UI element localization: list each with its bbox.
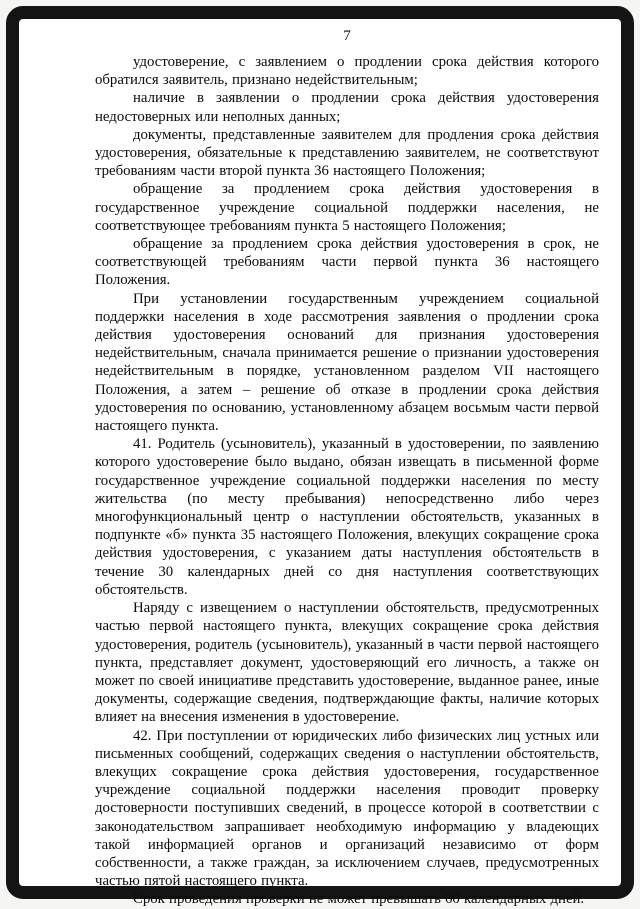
- paragraph: обращение за продлением срока действия удостоверения в государственное учреждение социальной поддержки населения, не соответствующее требованиям пункта 5 настоящего Положения;: [95, 181, 599, 234]
- paragraph: наличие в заявлении о продлении срока действия удостоверения недостоверных или неполных данных;: [95, 90, 599, 125]
- scanned-document: [6, 6, 634, 908]
- document-page: [19, 19, 621, 908]
- paragraph: удостоверение, с заявлением о продлении срока действия которого обратился заявитель, признано недействительным;: [95, 54, 599, 89]
- paragraph: Срок проведения проверки не может превышать 60 календарных дней.: [133, 891, 585, 908]
- paragraph: Наряду с извещением о наступлении обстоятельств, предусмотренных частью первой настоящего пункта, влекущих сокращение срока действия удостоверения, родитель (усыновитель), указанный в части первой настоящего пункта, представляет документ, удостоверяющий его личность, а также он может по своей инициативе представить удостоверение, выданное ранее, иные документы, содержащие сведения, подтверждающие факты, наличие которых влияет на внесения изменения в удостоверение.: [95, 600, 599, 726]
- paragraph: При установлении государственным учреждением социальной поддержки населения в ходе рассмотрения заявления о продлении срока действия удостоверения оснований для признания удостоверения недействительным, сначала принимается решение о признании удостоверения недействительным в порядке, установленном разделом VII настоящего Положения, а затем – решение об отказе в продлении срока действия удостоверения по основанию, установленному абзацем восьмым части первой настоящего пункта.: [95, 290, 599, 435]
- paragraph: обращение за продлением срока действия удостоверения в срок, не соответствующей требованиям части первой пункта 36 настоящего Положения.: [95, 236, 599, 289]
- paragraph: документы, представленные заявителем для продления срока действия удостоверения, обязательные к представлению заявителем, не соответствуют требованиям части второй пункта 36 настоящего Положения;: [95, 126, 599, 180]
- paragraph: 41. Родитель (усыновитель), указанный в удостоверении, по заявлению которого удостоверение было выдано, обязан извещать в письменной форме государственное учреждение социальной поддержки населения по месту жительства (по месту пребывания) непосредственно либо через многофункциональный центр о наступлении обстоятельств, указанных в подпункте «б» пункта 35 настоящего Положения, влекущих сокращение срока действия удостоверения, с указанием даты наступления обстоятельств в течение 30 календарных дней со дня наступления соответствующих обстоятельств.: [95, 436, 599, 598]
- paragraph: 42. При поступлении от юридических либо физических лиц устных или письменных сообщений, содержащих сведения о наступлении обстоятельств, влекущих сокращение срока действия удостоверения, государственное учреждение социальной поддержки населения проводит проверку достоверности поступивших сведений, в процессе которой в соответствии с законодательством запрашивает необходимую информацию у владеющих такой информацией органов и организаций независимо от форм собственности, а также граждан, за исключением случаев, предусмотренных частью пятой настоящего пункта.: [95, 727, 599, 890]
- page-number: 7: [343, 28, 351, 44]
- document-body: [95, 53, 599, 909]
